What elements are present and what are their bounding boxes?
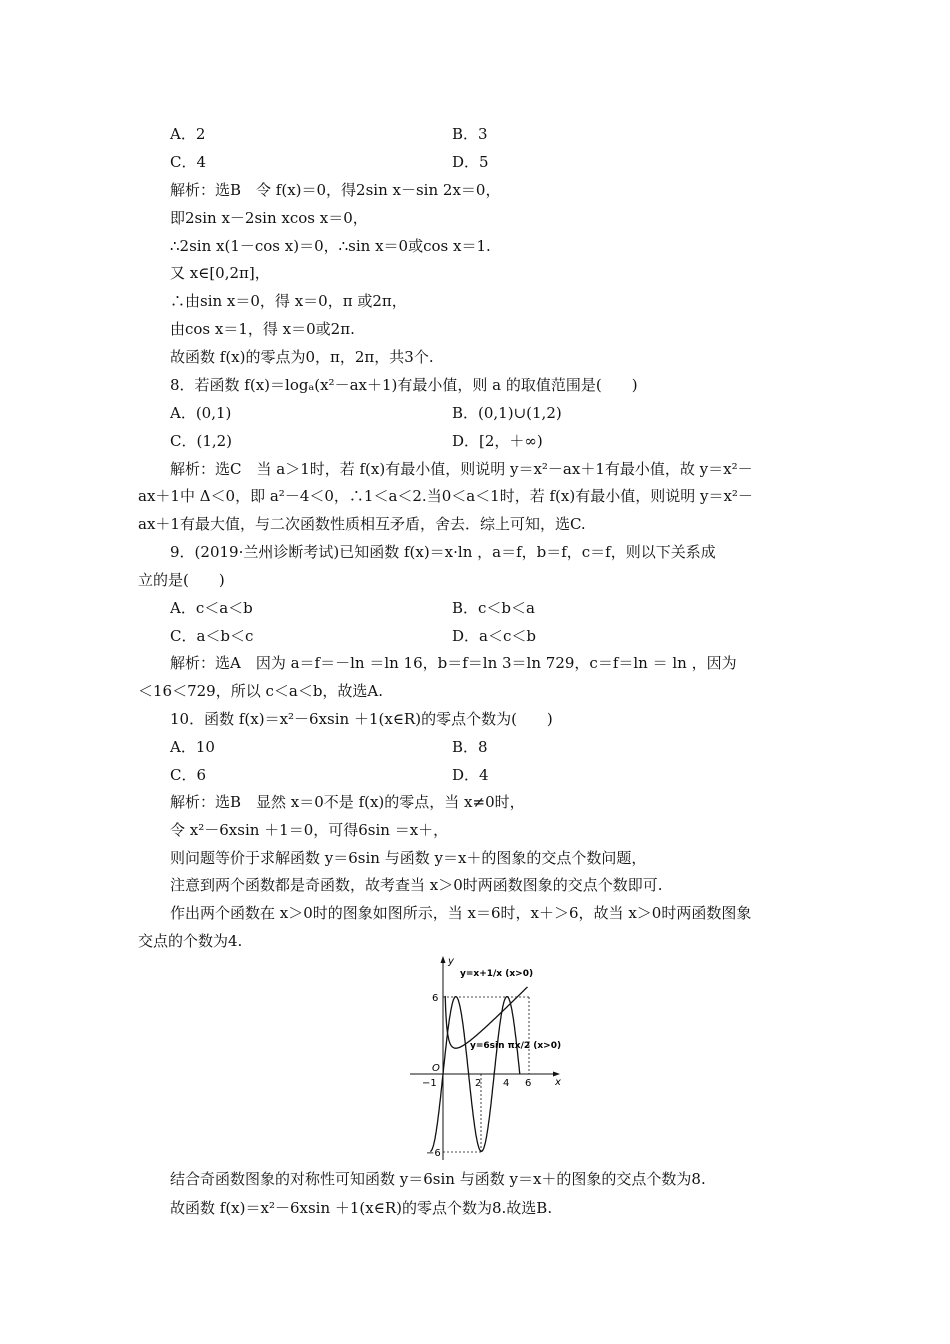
tick-label-6: 6 [432,993,439,1004]
q9-solution-line: ＜16＜729，所以 c＜a＜b，故选A. [138,682,384,700]
q10-solution-line: 交点的个数为4. [138,932,243,950]
q10-conclusion-line: 结合奇函数图象的对称性可知函数 y＝6sin 与函数 y＝x＋的图象的交点个数为8. [170,1170,706,1188]
q7-option-c: C．4 [170,153,207,171]
q9-stem: 立的是( ) [138,571,225,589]
q8-option-b: B．(0,1)∪(1,2) [452,404,562,422]
function-graph-figure [410,952,578,1162]
y-axis-label: y [448,956,454,967]
q7-option-b: B．3 [452,125,488,143]
q10-solution-line: 解析：选B 显然 x＝0不是 f(x)的零点，当 x≠0时， [170,793,525,811]
q10-solution-line: 则问题等价于求解函数 y＝6sin 与函数 y＝x＋的图象的交点个数问题， [170,849,647,867]
q10-option-b: B．8 [452,738,488,756]
q10-option-c: C．6 [170,766,207,784]
q8-option-a: A．(0,1) [170,404,232,422]
q7-solution-line: ∴2sin x(1－cos x)＝0，∴sin x＝0或cos x＝1. [170,237,491,255]
q7-option-a: A．2 [170,125,206,143]
tick-label-4: 4 [503,1078,510,1089]
q7-solution-line: 由cos x＝1，得 x＝0或2π. [170,320,355,338]
q7-solution-line: ∴由sin x＝0，得 x＝0，π 或2π， [170,292,407,310]
x-plus-inverse-curve [445,987,527,1048]
q10-solution-line: 作出两个函数在 x＞0时的图象如图所示，当 x＝6时，x＋＞6，故当 x＞0时两函数图象 [170,904,752,922]
q10-conclusion-line: 故函数 f(x)＝x²－6xsin ＋1(x∈R)的零点个数为8.故选B. [170,1199,553,1217]
tick-label-x6: 6 [525,1078,532,1089]
q9-option-c: C．a＜b＜c [170,627,254,645]
y-axis-arrow [441,956,446,963]
q10-option-d: D．4 [452,766,489,784]
q10-stem: 10．函数 f(x)＝x²－6xsin ＋1(x∈R)的零点个数为( ) [170,710,553,728]
q10-solution-line: 令 x²－6xsin ＋1＝0，可得6sin ＝x＋， [170,821,449,839]
q8-solution-line: ax＋1中 Δ＜0，即 a²－4＜0，∴1＜a＜2.当0＜a＜1时，若 f(x)有最小值，则说明 y＝x²－ [138,487,753,505]
q9-stem: 9．(2019·兰州诊断考试)已知函数 f(x)＝x·ln ，a＝f，b＝f，c＝f，则以下关系成 [170,543,716,561]
q7-option-d: D．5 [452,153,489,171]
q9-option-b: B．c＜b＜a [452,599,535,617]
origin-label: O [432,1063,440,1074]
q7-solution-line: 解析：选B 令 f(x)＝0，得2sin x－sin 2x＝0， [170,181,501,199]
tick-label-neg1: −1 [422,1078,437,1089]
x-axis-label: x [555,1077,561,1088]
q8-option-c: C．(1,2) [170,432,233,450]
q8-option-d: D．[2，＋∞) [452,432,543,450]
curve2-label: y=6sin πx/2 (x>0) [470,1041,562,1051]
q7-solution-line: 故函数 f(x)的零点为0，π，2π，共3个. [170,348,434,366]
curve1-label: y=x+1/x (x>0) [460,969,534,979]
q9-option-a: A．c＜a＜b [170,599,253,617]
q7-solution-line: 即2sin x－2sin xcos x＝0， [170,209,368,227]
x-axis-arrow [553,1072,560,1077]
q9-option-d: D．a＜c＜b [452,627,536,645]
q9-solution-line: 解析：选A 因为 a＝f＝－ln ＝ln 16，b＝f＝ln 3＝ln 729，c＝f＝ln ＝ ln ，因为 [170,654,737,672]
q10-solution-line: 注意到两个函数都是奇函数，故考查当 x＞0时两函数图象的交点个数即可. [170,876,663,894]
q10-option-a: A．10 [170,738,215,756]
q7-solution-line: 又 x∈[0,2π]， [170,264,270,282]
q8-solution-line: ax＋1有最大值，与二次函数性质相互矛盾，舍去．综上可知，选C. [138,515,586,533]
q8-solution-line: 解析：选C 当 a＞1时，若 f(x)有最小值，则说明 y＝x²－ax＋1有最小值，故 y＝x²－ [170,460,753,478]
q8-stem: 8．若函数 f(x)＝logₐ(x²－ax＋1)有最小值，则 a 的取值范围是( ) [170,376,638,394]
tick-label-2: 2 [475,1078,482,1089]
tick-label-neg6: −6 [426,1148,441,1159]
